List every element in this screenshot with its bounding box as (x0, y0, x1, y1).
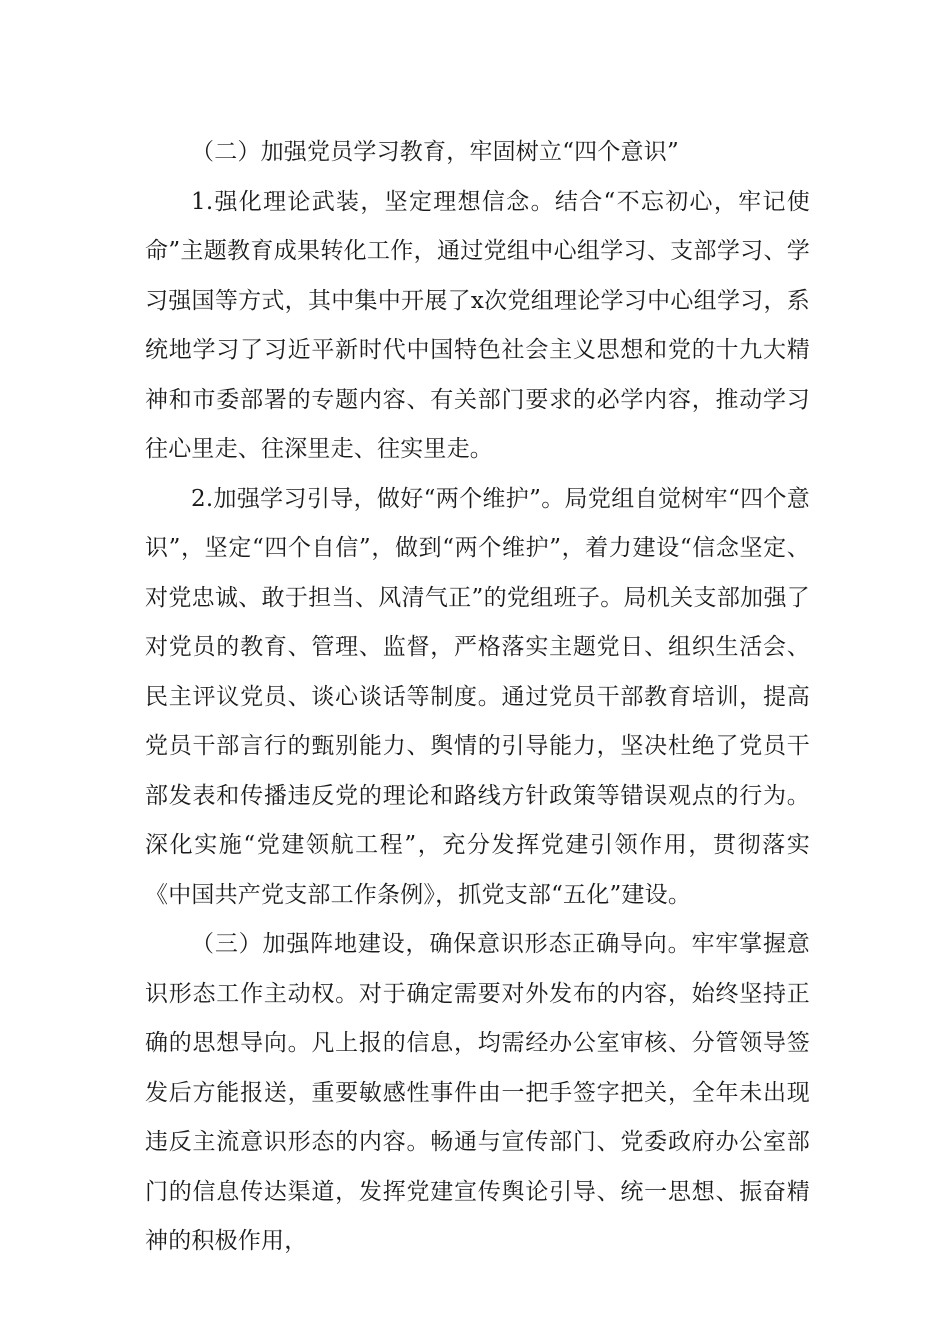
paragraph-position-building: （三）加强阵地建设，确保意识形态正确导向。牢牢掌握意识形态工作主动权。对于确定需要对外发布的内容，始终坚持正确的思想导向。凡上报的信息，均需经办公室审核、分管领导签发后方能报送，重要敏感性事件由一把手签字把关，全年未出现违反主流意识形态的内容。畅通与宣传部门、党委政府办公室部门的信息传达渠道，发挥党建宣传舆论引导、统一思想、振奋精神的积极作用， (145, 931, 810, 1254)
section-heading-two: （二）加强党员学习教育，牢固树立“四个意识” (191, 139, 679, 165)
document-body (145, 128, 810, 1267)
paragraph-study-guidance: 2.加强学习引导，做好“两个维护”。局党组自觉树牢“四个意识”，坚定“四个自信”，做到“两个维护”，着力建设“信念坚定、对党忠诚、敢于担当、风清气正”的党组班子。局机关支部加强了对党员的教育、管理、监督，严格落实主题党日、组织生活会、民主评议党员、谈心谈话等制度。通过党员干部教育培训，提高党员干部言行的甄别能力、舆情的引导能力，坚决杜绝了党员干部发表和传播违反党的理论和路线方针政策等错误观点的行为。深化实施“党建领航工程”，充分发挥党建引领作用，贯彻落实《中国共产党支部工作条例》，抓党支部“五化”建设。 (145, 485, 810, 908)
paragraph-theory-study: 1.强化理论武装，坚定理想信念。结合“不忘初心，牢记使命”主题教育成果转化工作，通过党组中心组学习、支部学习、学习强国等方式，其中集中开展了x次党组理论学习中心组学习，系统地学习了习近平新时代中国特色社会主义思想和党的十九大精神和市委部署的专题内容、有关部门要求的必学内容，推动学习往心里走、往深里走、往实里走。 (145, 188, 810, 462)
